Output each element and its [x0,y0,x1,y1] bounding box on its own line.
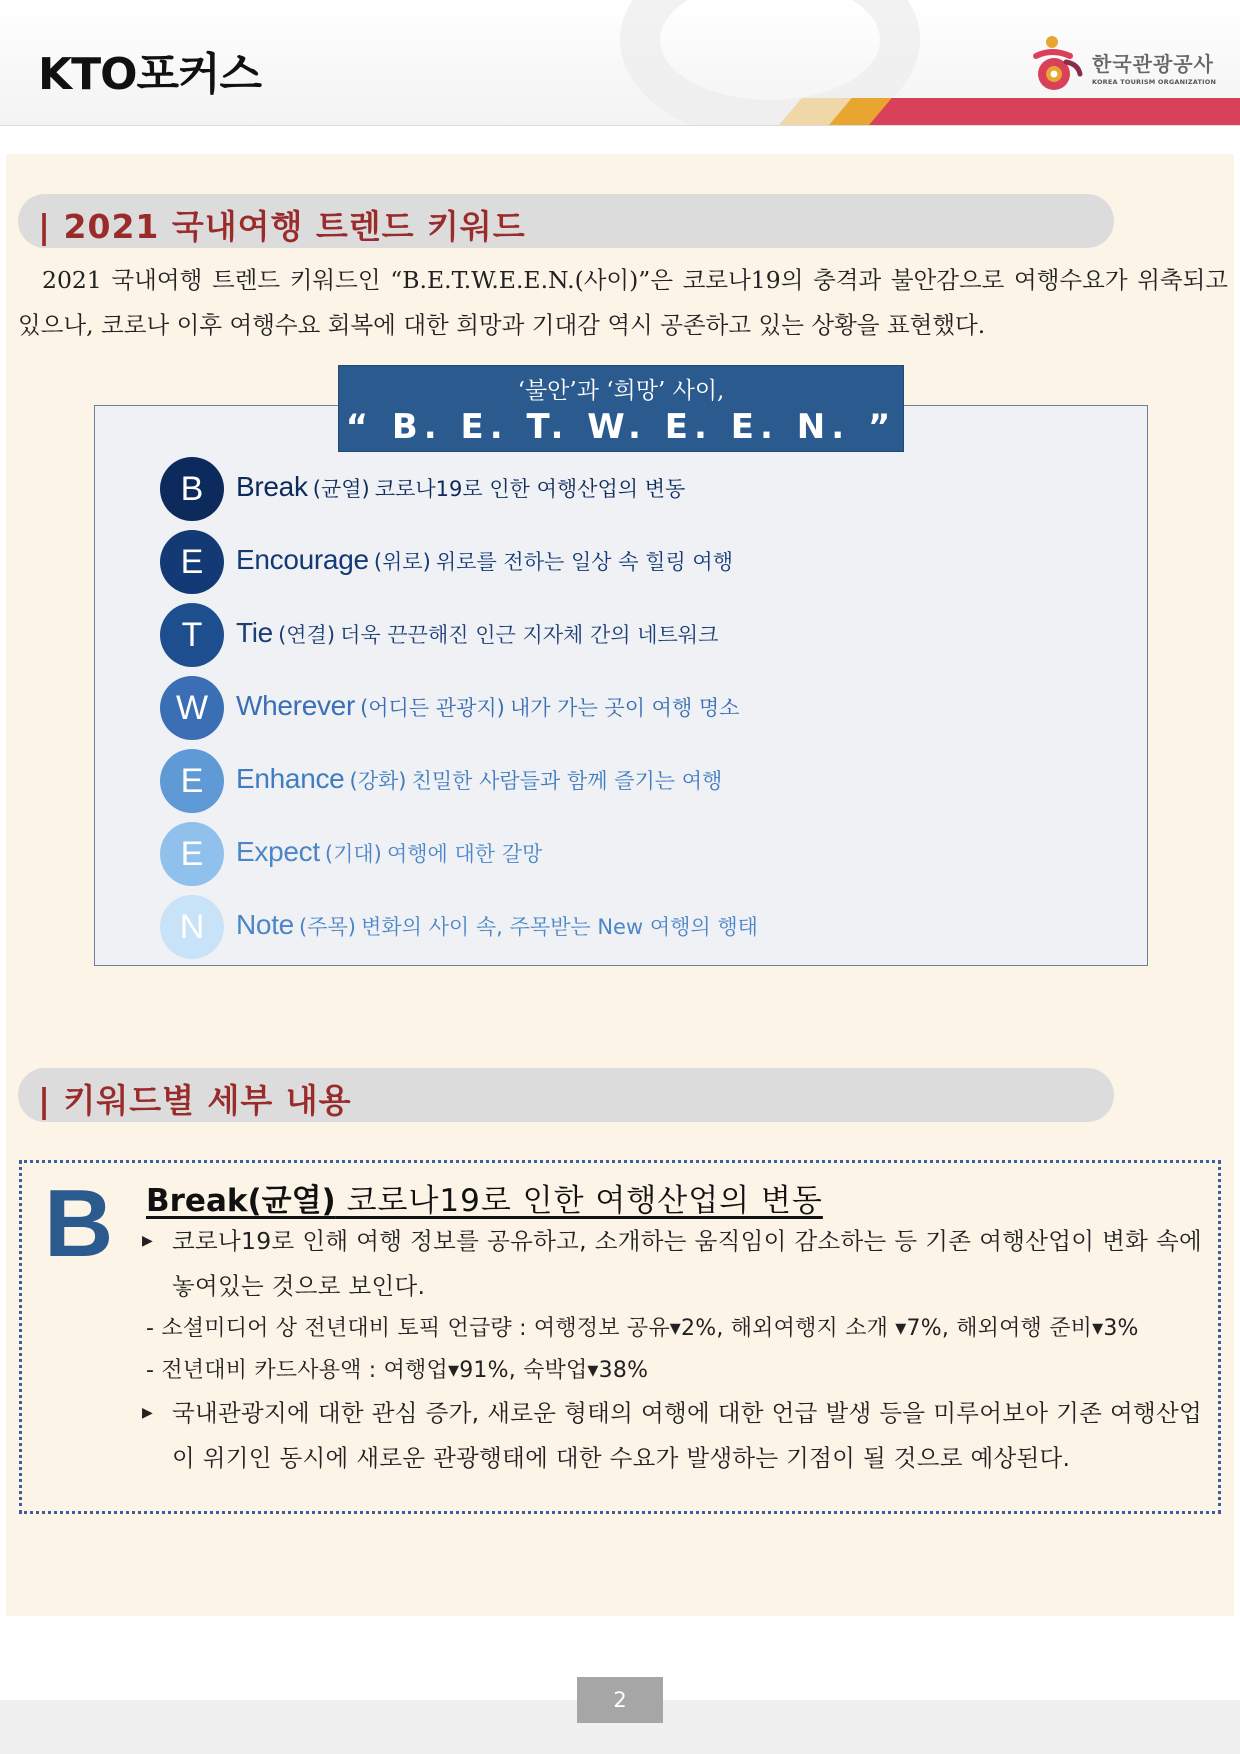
keyword-text [236,763,722,795]
detail-dash-2: - 전년대비 카드사용액 : 여행업▾91%, 숙박업▾38% [146,1358,649,1383]
triangle-bullet-icon: ▶ [142,1233,153,1249]
keyword-text [236,690,740,722]
kto-logo [1030,34,1220,94]
detail-box-break [19,1160,1221,1514]
keyword-word: Encourage [236,544,369,575]
keyword-letter-badge: W [160,676,224,740]
section-heading-trend [18,194,1114,248]
logo-subtitle: KOREA TOURISM ORGANIZATION [1092,78,1217,86]
between-title: “ B. E. T. W. E. E. N. ” [345,407,897,447]
section-heading-detail [18,1068,1114,1122]
triangle-bullet-icon: ▶ [142,1405,153,1421]
keyword-description: 코로나19로 인한 여행산업의 변동 [374,477,686,501]
page-number: 2 [577,1677,663,1723]
detail-bullet-text: 국내관광지에 대한 관심 증가, 새로운 형태의 여행에 대한 언급 발생 등을 미루어보아 기존 여행산업이 위기인 동시에 새로운 관광행태에 대한 수요가 발생하는 기점이 될 것으로 예상된다. [172,1399,1202,1472]
keyword-description: 더욱 끈끈해진 인근 지자체 간의 네트워크 [340,623,719,647]
keyword-description: 내가 가는 곳이 여행 명소 [509,696,740,720]
keyword-korean-label: (강화) [349,769,407,793]
keyword-text [236,544,733,576]
keyword-letter-badge: N [160,895,224,959]
keyword-description: 변화의 사이 속, 주목받는 New 여행의 행태 [361,915,758,939]
between-header [338,365,904,452]
keyword-letter-badge: E [160,530,224,594]
kto-logo-icon [1030,34,1086,94]
content-panel [6,154,1234,1616]
detail-title [146,1175,823,1220]
keyword-word: Enhance [236,763,345,794]
keyword-text [236,909,758,941]
keyword-word: Note [236,909,294,940]
keyword-korean-label: (주목) [299,915,357,939]
header-title: KTO포커스 [38,49,262,100]
keyword-korean-label: (균열) [312,477,370,501]
keyword-word: Break [236,471,308,502]
keyword-letter-badge: B [160,457,224,521]
section-heading-text: | 키워드별 세부 내용 [38,1081,352,1120]
keyword-word: Wherever [236,690,355,721]
detail-dash-1: - 소셜미디어 상 전년대비 토픽 언급량 : 여행정보 공유▾2%, 해외여행지 소개 ▾7%, 해외여행 준비▾3% [146,1316,1139,1341]
keyword-description: 여행에 대한 갈망 [386,842,543,866]
detail-bullet-1 [142,1219,1202,1309]
detail-bullet-2 [142,1391,1202,1481]
detail-big-letter: B [44,1170,114,1277]
section-heading-text: | 2021 국내여행 트렌드 키워드 [38,207,526,246]
keyword-text [236,836,542,868]
detail-bullet-text: 코로나19로 인해 여행 정보를 공유하고, 소개하는 움직임이 감소하는 등 기존 여행산업이 변화 속에 놓여있는 것으로 보인다. [172,1227,1202,1300]
keyword-description: 위로를 전하는 일상 속 힐링 여행 [435,550,733,574]
keyword-word: Expect [236,836,320,867]
between-subtitle: ‘불안’과 ‘희망’ 사이, [517,378,725,404]
keyword-letter-badge: E [160,749,224,813]
keyword-korean-label: (어디든 관광지) [360,696,505,720]
keyword-korean-label: (연결) [278,623,336,647]
keyword-text [236,617,718,649]
keyword-korean-label: (기대) [324,842,382,866]
keyword-letter-badge: T [160,603,224,667]
detail-title-kr: 코로나19로 인한 여행산업의 변동 [335,1183,823,1219]
keyword-korean-label: (위로) [373,550,431,574]
keyword-text [236,471,685,503]
header-stripe-red [868,98,1240,126]
detail-title-en: Break(균열) [146,1183,336,1219]
logo-name: 한국관광공사 [1092,52,1214,76]
keyword-letter-badge: E [160,822,224,886]
keyword-description: 친밀한 사람들과 함께 즐기는 여행 [411,769,723,793]
page-header [0,0,1240,126]
intro-paragraph: 2021 국내여행 트렌드 키워드인 “B.E.T.W.E.E.N.(사이)”은 코로나19의 충격과 불안감으로 여행수요가 위축되고 있으나, 코로나 이후 여행수요 회복에 대한 희망과 기대감 역시 공존하고 있는 상황을 표현했다. [18,266,1228,339]
keyword-word: Tie [236,617,273,648]
